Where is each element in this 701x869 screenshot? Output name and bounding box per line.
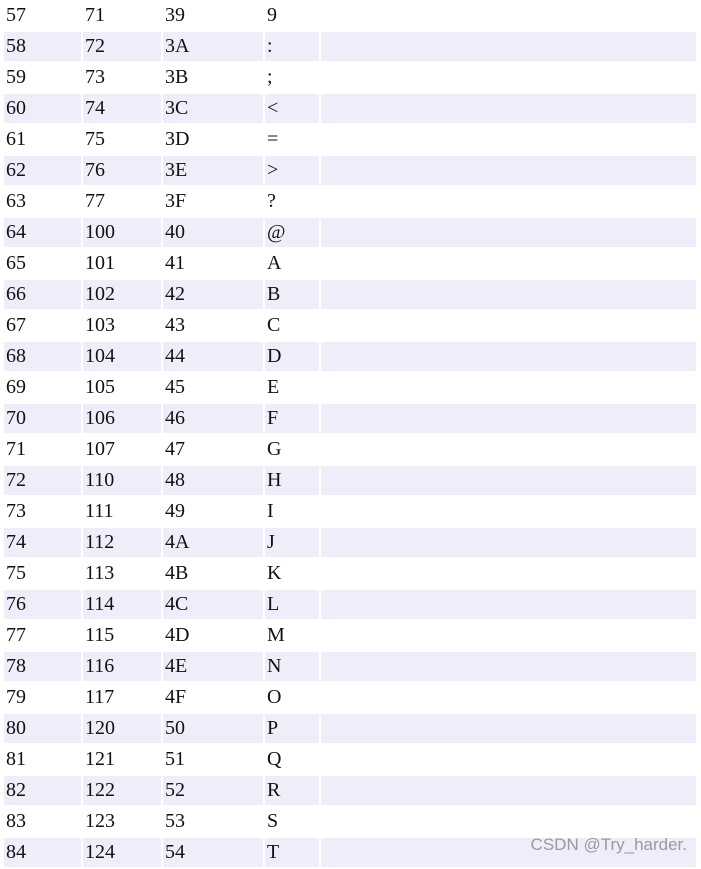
- char-cell: J: [265, 528, 321, 557]
- table-row: [4, 745, 696, 774]
- hex-cell: 39: [163, 1, 265, 30]
- char-cell: M: [265, 621, 321, 650]
- row-filler: [321, 280, 696, 309]
- octal-cell: 74: [83, 94, 163, 123]
- table-row: [4, 559, 696, 588]
- decimal-cell: 81: [4, 745, 83, 774]
- decimal-cell: 68: [4, 342, 83, 371]
- table-row: [4, 342, 696, 371]
- octal-cell: 116: [83, 652, 163, 681]
- hex-cell: 52: [163, 776, 265, 805]
- hex-cell: 4B: [163, 559, 265, 588]
- char-cell: C: [265, 311, 321, 340]
- hex-cell: 54: [163, 838, 265, 867]
- table-row: [4, 218, 696, 247]
- decimal-cell: 61: [4, 125, 83, 154]
- table-row: [4, 1, 696, 30]
- char-cell: N: [265, 652, 321, 681]
- char-cell: A: [265, 249, 321, 278]
- hex-cell: 3E: [163, 156, 265, 185]
- char-cell: S: [265, 807, 321, 836]
- table-row: [4, 683, 696, 712]
- table-row: [4, 63, 696, 92]
- table-row: [4, 466, 696, 495]
- decimal-cell: 73: [4, 497, 83, 526]
- char-cell: R: [265, 776, 321, 805]
- octal-cell: 107: [83, 435, 163, 464]
- char-cell: K: [265, 559, 321, 588]
- char-cell: ?: [265, 187, 321, 216]
- table-row: [4, 776, 696, 805]
- octal-cell: 76: [83, 156, 163, 185]
- row-filler: [321, 187, 696, 216]
- octal-cell: 71: [83, 1, 163, 30]
- decimal-cell: 84: [4, 838, 83, 867]
- row-filler: [321, 373, 696, 402]
- char-cell: >: [265, 156, 321, 185]
- octal-cell: 100: [83, 218, 163, 247]
- row-filler: [321, 125, 696, 154]
- char-cell: L: [265, 590, 321, 619]
- table-row: [4, 590, 696, 619]
- decimal-cell: 64: [4, 218, 83, 247]
- char-cell: =: [265, 125, 321, 154]
- hex-cell: 53: [163, 807, 265, 836]
- decimal-cell: 60: [4, 94, 83, 123]
- hex-cell: 50: [163, 714, 265, 743]
- octal-cell: 101: [83, 249, 163, 278]
- octal-cell: 110: [83, 466, 163, 495]
- row-filler: [321, 342, 696, 371]
- table-row: [4, 32, 696, 61]
- decimal-cell: 77: [4, 621, 83, 650]
- octal-cell: 77: [83, 187, 163, 216]
- table-row: [4, 497, 696, 526]
- table-row: [4, 714, 696, 743]
- row-filler: [321, 621, 696, 650]
- table-row: [4, 125, 696, 154]
- row-filler: [321, 807, 696, 836]
- octal-cell: 117: [83, 683, 163, 712]
- table-row: [4, 156, 696, 185]
- decimal-cell: 59: [4, 63, 83, 92]
- row-filler: [321, 745, 696, 774]
- watermark: CSDN @Try_harder.: [530, 835, 687, 854]
- octal-cell: 106: [83, 404, 163, 433]
- octal-cell: 102: [83, 280, 163, 309]
- table-row: [4, 621, 696, 650]
- decimal-cell: 74: [4, 528, 83, 557]
- hex-cell: 4A: [163, 528, 265, 557]
- char-cell: @: [265, 218, 321, 247]
- decimal-cell: 62: [4, 156, 83, 185]
- table-row: [4, 94, 696, 123]
- table-row: [4, 435, 696, 464]
- row-filler: [321, 497, 696, 526]
- octal-cell: 121: [83, 745, 163, 774]
- decimal-cell: 79: [4, 683, 83, 712]
- char-cell: H: [265, 466, 321, 495]
- row-filler: [321, 249, 696, 278]
- hex-cell: 4E: [163, 652, 265, 681]
- hex-cell: 48: [163, 466, 265, 495]
- table-row: [4, 404, 696, 433]
- char-cell: I: [265, 497, 321, 526]
- decimal-cell: 72: [4, 466, 83, 495]
- table-row: [4, 807, 696, 836]
- decimal-cell: 78: [4, 652, 83, 681]
- hex-cell: 42: [163, 280, 265, 309]
- hex-cell: 40: [163, 218, 265, 247]
- octal-cell: 120: [83, 714, 163, 743]
- char-cell: P: [265, 714, 321, 743]
- char-cell: Q: [265, 745, 321, 774]
- octal-cell: 105: [83, 373, 163, 402]
- hex-cell: 3F: [163, 187, 265, 216]
- row-filler: [321, 311, 696, 340]
- row-filler: [321, 776, 696, 805]
- decimal-cell: 65: [4, 249, 83, 278]
- octal-cell: 112: [83, 528, 163, 557]
- decimal-cell: 75: [4, 559, 83, 588]
- decimal-cell: 83: [4, 807, 83, 836]
- hex-cell: 4D: [163, 621, 265, 650]
- decimal-cell: 70: [4, 404, 83, 433]
- octal-cell: 124: [83, 838, 163, 867]
- row-filler: [321, 156, 696, 185]
- decimal-cell: 58: [4, 32, 83, 61]
- hex-cell: 49: [163, 497, 265, 526]
- char-cell: ;: [265, 63, 321, 92]
- char-cell: :: [265, 32, 321, 61]
- octal-cell: 111: [83, 497, 163, 526]
- decimal-cell: 57: [4, 1, 83, 30]
- octal-cell: 114: [83, 590, 163, 619]
- char-cell: <: [265, 94, 321, 123]
- char-cell: G: [265, 435, 321, 464]
- octal-cell: 73: [83, 63, 163, 92]
- hex-cell: 3A: [163, 32, 265, 61]
- hex-cell: 46: [163, 404, 265, 433]
- decimal-cell: 66: [4, 280, 83, 309]
- octal-cell: 72: [83, 32, 163, 61]
- decimal-cell: 71: [4, 435, 83, 464]
- table-row: [4, 280, 696, 309]
- table-row: [4, 187, 696, 216]
- row-filler: [321, 32, 696, 61]
- char-cell: 9: [265, 1, 321, 30]
- octal-cell: 123: [83, 807, 163, 836]
- char-cell: O: [265, 683, 321, 712]
- decimal-cell: 63: [4, 187, 83, 216]
- octal-cell: 103: [83, 311, 163, 340]
- hex-cell: 41: [163, 249, 265, 278]
- row-filler: [321, 466, 696, 495]
- decimal-cell: 80: [4, 714, 83, 743]
- table-row: [4, 373, 696, 402]
- hex-cell: 3C: [163, 94, 265, 123]
- decimal-cell: 82: [4, 776, 83, 805]
- row-filler: [321, 683, 696, 712]
- row-filler: [321, 63, 696, 92]
- row-filler: [321, 435, 696, 464]
- octal-cell: 122: [83, 776, 163, 805]
- hex-cell: 44: [163, 342, 265, 371]
- decimal-cell: 67: [4, 311, 83, 340]
- row-filler: [321, 528, 696, 557]
- octal-cell: 115: [83, 621, 163, 650]
- hex-cell: 47: [163, 435, 265, 464]
- row-filler: [321, 590, 696, 619]
- octal-cell: 113: [83, 559, 163, 588]
- row-filler: [321, 714, 696, 743]
- decimal-cell: 76: [4, 590, 83, 619]
- row-filler: [321, 94, 696, 123]
- char-cell: F: [265, 404, 321, 433]
- ascii-table: [4, 1, 696, 869]
- hex-cell: 3B: [163, 63, 265, 92]
- char-cell: B: [265, 280, 321, 309]
- hex-cell: 4C: [163, 590, 265, 619]
- table-row: [4, 528, 696, 557]
- hex-cell: 4F: [163, 683, 265, 712]
- table-row: [4, 249, 696, 278]
- row-filler: [321, 1, 696, 30]
- hex-cell: 43: [163, 311, 265, 340]
- char-cell: E: [265, 373, 321, 402]
- table-row: [4, 652, 696, 681]
- hex-cell: 51: [163, 745, 265, 774]
- row-filler: [321, 218, 696, 247]
- row-filler: [321, 559, 696, 588]
- row-filler: [321, 652, 696, 681]
- char-cell: T: [265, 838, 321, 867]
- hex-cell: 45: [163, 373, 265, 402]
- char-cell: D: [265, 342, 321, 371]
- row-filler: [321, 404, 696, 433]
- octal-cell: 75: [83, 125, 163, 154]
- hex-cell: 3D: [163, 125, 265, 154]
- table-row: [4, 311, 696, 340]
- decimal-cell: 69: [4, 373, 83, 402]
- octal-cell: 104: [83, 342, 163, 371]
